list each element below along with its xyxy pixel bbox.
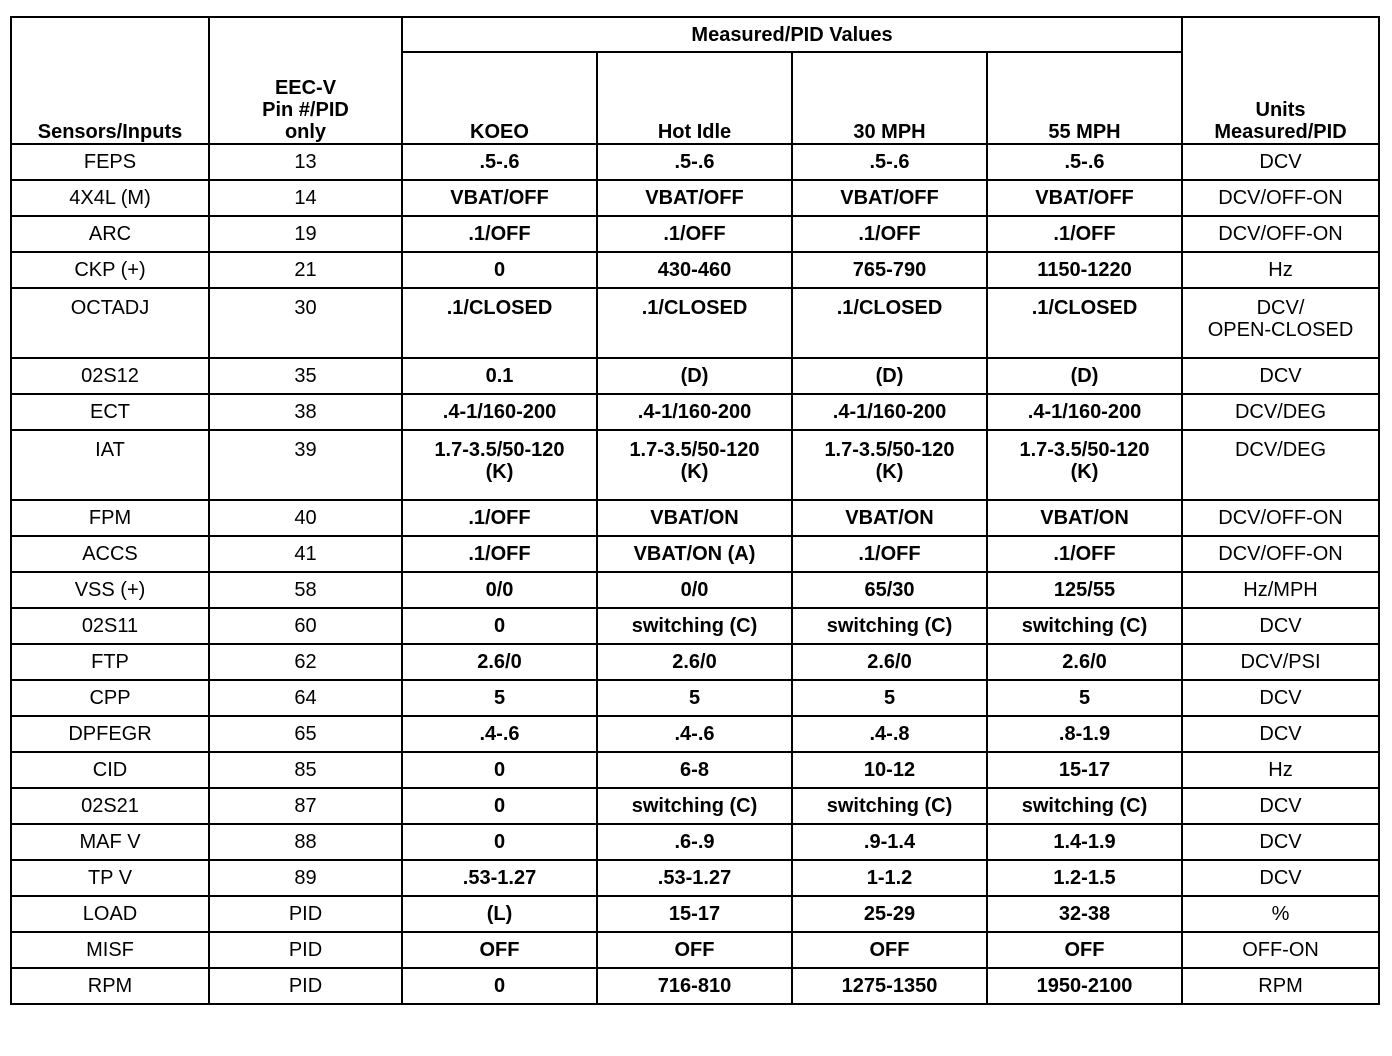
- header-sensors: Sensors/Inputs: [11, 17, 209, 144]
- cell-koeo: 0: [402, 252, 597, 288]
- cell-pin: 40: [209, 500, 402, 536]
- cell-hot-idle: (D): [597, 358, 792, 394]
- header-units-line1: Units: [1255, 99, 1306, 121]
- cell-30mph: switching (C): [792, 788, 987, 824]
- cell-hot-idle: VBAT/ON (A): [597, 536, 792, 572]
- cell-30mph: 1-1.2: [792, 860, 987, 896]
- cell-pin: 39: [209, 430, 402, 500]
- cell-units: DCV: [1182, 680, 1379, 716]
- cell-hot-idle: .6-.9: [597, 824, 792, 860]
- cell-pin: 58: [209, 572, 402, 608]
- table-row: [11, 536, 1379, 572]
- table-row: [11, 608, 1379, 644]
- cell-units: RPM: [1182, 968, 1379, 1004]
- cell-30mph: .9-1.4: [792, 824, 987, 860]
- cell-hot-idle: 430-460: [597, 252, 792, 288]
- cell-55mph: VBAT/ON: [987, 500, 1182, 536]
- header-hot-idle: Hot Idle: [597, 52, 792, 144]
- cell-sensor: DPFEGR: [11, 716, 209, 752]
- cell-sensor: RPM: [11, 968, 209, 1004]
- cell-pin: 38: [209, 394, 402, 430]
- header-pin-line1: EEC-V: [274, 77, 337, 99]
- cell-55mph: .1/CLOSED: [987, 288, 1182, 358]
- cell-koeo: 0: [402, 788, 597, 824]
- cell-55mph: OFF: [987, 932, 1182, 968]
- cell-hot-idle: 716-810: [597, 968, 792, 1004]
- cell-hot-idle-line2: (K): [680, 461, 709, 483]
- cell-koeo: .1/OFF: [402, 500, 597, 536]
- table-row: [11, 430, 1379, 500]
- cell-55mph: VBAT/OFF: [987, 180, 1182, 216]
- cell-koeo: .53-1.27: [402, 860, 597, 896]
- cell-sensor: 02S11: [11, 608, 209, 644]
- header-pin: [209, 17, 402, 144]
- cell-sensor: FTP: [11, 644, 209, 680]
- cell-sensor: FEPS: [11, 144, 209, 180]
- cell-units: DCV: [1182, 144, 1379, 180]
- cell-units-line2: OPEN-CLOSED: [1207, 319, 1354, 341]
- cell-units: Hz/MPH: [1182, 572, 1379, 608]
- cell-hot-idle: 6-8: [597, 752, 792, 788]
- cell-sensor: CKP (+): [11, 252, 209, 288]
- table-row: [11, 860, 1379, 896]
- cell-koeo-line1: 1.7-3.5/50-120: [434, 439, 565, 461]
- cell-koeo-line2: (K): [485, 461, 514, 483]
- table-row: [11, 644, 1379, 680]
- cell-55mph: switching (C): [987, 608, 1182, 644]
- cell-hot-idle: VBAT/OFF: [597, 180, 792, 216]
- cell-units: DCV: [1182, 860, 1379, 896]
- cell-pin: 89: [209, 860, 402, 896]
- cell-30mph: VBAT/ON: [792, 500, 987, 536]
- cell-55mph: .1/OFF: [987, 216, 1182, 252]
- table-row: [11, 716, 1379, 752]
- cell-koeo: 0: [402, 608, 597, 644]
- cell-koeo: 0: [402, 824, 597, 860]
- cell-55mph: 1.2-1.5: [987, 860, 1182, 896]
- cell-30mph: VBAT/OFF: [792, 180, 987, 216]
- cell-30mph: 65/30: [792, 572, 987, 608]
- cell-30mph: 765-790: [792, 252, 987, 288]
- cell-koeo: .1/OFF: [402, 536, 597, 572]
- cell-sensor: FPM: [11, 500, 209, 536]
- cell-units: Hz: [1182, 252, 1379, 288]
- cell-pin: PID: [209, 932, 402, 968]
- pid-values-table: [10, 16, 1380, 1005]
- cell-hot-idle: .5-.6: [597, 144, 792, 180]
- table-row: [11, 358, 1379, 394]
- cell-hot-idle: switching (C): [597, 608, 792, 644]
- table-row: [11, 968, 1379, 1004]
- cell-koeo: 0/0: [402, 572, 597, 608]
- cell-sensor: MAF V: [11, 824, 209, 860]
- cell-units: DCV/DEG: [1182, 430, 1379, 500]
- cell-55mph: 1950-2100: [987, 968, 1182, 1004]
- table-row: [11, 752, 1379, 788]
- cell-30mph: 5: [792, 680, 987, 716]
- table-row: [11, 394, 1379, 430]
- cell-units: DCV/OFF-ON: [1182, 216, 1379, 252]
- cell-pin: 60: [209, 608, 402, 644]
- header-measured-group: Measured/PID Values: [402, 17, 1182, 52]
- cell-koeo: 2.6/0: [402, 644, 597, 680]
- cell-sensor: ECT: [11, 394, 209, 430]
- cell-pin: PID: [209, 896, 402, 932]
- cell-hot-idle: .4-1/160-200: [597, 394, 792, 430]
- table-row: [11, 896, 1379, 932]
- cell-pin: 88: [209, 824, 402, 860]
- cell-30mph: (D): [792, 358, 987, 394]
- cell-55mph: 1.4-1.9: [987, 824, 1182, 860]
- cell-55mph: 125/55: [987, 572, 1182, 608]
- cell-55mph-line1: 1.7-3.5/50-120: [1019, 439, 1150, 461]
- cell-55mph-line2: (K): [1070, 461, 1099, 483]
- cell-sensor: CPP: [11, 680, 209, 716]
- cell-units: DCV/OFF-ON: [1182, 180, 1379, 216]
- cell-koeo: [402, 430, 597, 500]
- cell-30mph: switching (C): [792, 608, 987, 644]
- table-row: [11, 180, 1379, 216]
- cell-units: OFF-ON: [1182, 932, 1379, 968]
- cell-30mph: .4-.8: [792, 716, 987, 752]
- cell-pin: 13: [209, 144, 402, 180]
- table-row: [11, 824, 1379, 860]
- cell-sensor: CID: [11, 752, 209, 788]
- cell-koeo: 0: [402, 968, 597, 1004]
- cell-30mph-line1: 1.7-3.5/50-120: [824, 439, 955, 461]
- cell-30mph: 25-29: [792, 896, 987, 932]
- table-row: [11, 288, 1379, 358]
- cell-hot-idle-line1: 1.7-3.5/50-120: [629, 439, 760, 461]
- cell-koeo: OFF: [402, 932, 597, 968]
- cell-koeo: 0: [402, 752, 597, 788]
- cell-sensor: VSS (+): [11, 572, 209, 608]
- header-units-line2: Measured/PID: [1214, 121, 1347, 143]
- header-30mph: 30 MPH: [792, 52, 987, 144]
- cell-55mph: 1150-1220: [987, 252, 1182, 288]
- table-row: [11, 144, 1379, 180]
- cell-pin: 35: [209, 358, 402, 394]
- cell-sensor: TP V: [11, 860, 209, 896]
- table-row: [11, 500, 1379, 536]
- cell-55mph: .5-.6: [987, 144, 1182, 180]
- cell-hot-idle: 5: [597, 680, 792, 716]
- cell-units: DCV: [1182, 788, 1379, 824]
- cell-30mph-line2: (K): [875, 461, 904, 483]
- cell-pin: 85: [209, 752, 402, 788]
- header-koeo: KOEO: [402, 52, 597, 144]
- cell-pin: PID: [209, 968, 402, 1004]
- cell-koeo: VBAT/OFF: [402, 180, 597, 216]
- cell-koeo: .1/OFF: [402, 216, 597, 252]
- cell-pin: 14: [209, 180, 402, 216]
- cell-koeo: 5: [402, 680, 597, 716]
- cell-30mph: [792, 430, 987, 500]
- cell-hot-idle: .1/CLOSED: [597, 288, 792, 358]
- cell-units-line1: DCV/: [1256, 297, 1305, 319]
- header-pin-line2: Pin #/PID: [262, 99, 349, 121]
- cell-55mph: 2.6/0: [987, 644, 1182, 680]
- cell-hot-idle: .1/OFF: [597, 216, 792, 252]
- cell-hot-idle: switching (C): [597, 788, 792, 824]
- cell-units: %: [1182, 896, 1379, 932]
- header-pin-line3: only: [284, 121, 327, 143]
- cell-hot-idle: [597, 430, 792, 500]
- cell-koeo: .1/CLOSED: [402, 288, 597, 358]
- cell-koeo: .4-1/160-200: [402, 394, 597, 430]
- cell-pin: 65: [209, 716, 402, 752]
- cell-koeo: (L): [402, 896, 597, 932]
- table-container: [10, 16, 1380, 1005]
- cell-55mph: .4-1/160-200: [987, 394, 1182, 430]
- cell-30mph: 2.6/0: [792, 644, 987, 680]
- table-row: [11, 216, 1379, 252]
- cell-pin: 64: [209, 680, 402, 716]
- cell-units: DCV/DEG: [1182, 394, 1379, 430]
- cell-55mph: [987, 430, 1182, 500]
- cell-pin: 62: [209, 644, 402, 680]
- cell-units: DCV: [1182, 608, 1379, 644]
- cell-hot-idle: .4-.6: [597, 716, 792, 752]
- cell-30mph: .1/CLOSED: [792, 288, 987, 358]
- cell-pin: 41: [209, 536, 402, 572]
- cell-sensor: 02S21: [11, 788, 209, 824]
- cell-units: Hz: [1182, 752, 1379, 788]
- cell-units: DCV: [1182, 824, 1379, 860]
- header-55mph: 55 MPH: [987, 52, 1182, 144]
- cell-sensor: 02S12: [11, 358, 209, 394]
- table-row: [11, 932, 1379, 968]
- cell-hot-idle: 15-17: [597, 896, 792, 932]
- table-row: [11, 252, 1379, 288]
- cell-units: DCV: [1182, 358, 1379, 394]
- cell-pin: 21: [209, 252, 402, 288]
- cell-30mph: .4-1/160-200: [792, 394, 987, 430]
- cell-30mph: 1275-1350: [792, 968, 987, 1004]
- cell-units: DCV/OFF-ON: [1182, 500, 1379, 536]
- cell-pin: 19: [209, 216, 402, 252]
- cell-55mph: (D): [987, 358, 1182, 394]
- cell-units: [1182, 288, 1379, 358]
- cell-hot-idle: 0/0: [597, 572, 792, 608]
- cell-30mph: OFF: [792, 932, 987, 968]
- cell-koeo: .4-.6: [402, 716, 597, 752]
- table-row: [11, 788, 1379, 824]
- cell-30mph: .5-.6: [792, 144, 987, 180]
- cell-55mph: 32-38: [987, 896, 1182, 932]
- cell-units: DCV: [1182, 716, 1379, 752]
- cell-hot-idle: OFF: [597, 932, 792, 968]
- cell-55mph: 15-17: [987, 752, 1182, 788]
- table-row: [11, 572, 1379, 608]
- cell-sensor: LOAD: [11, 896, 209, 932]
- cell-sensor: ARC: [11, 216, 209, 252]
- table-row: [11, 680, 1379, 716]
- cell-pin: 87: [209, 788, 402, 824]
- cell-koeo: 0.1: [402, 358, 597, 394]
- cell-30mph: 10-12: [792, 752, 987, 788]
- cell-55mph: .8-1.9: [987, 716, 1182, 752]
- header-units: [1182, 17, 1379, 144]
- cell-pin: 30: [209, 288, 402, 358]
- cell-hot-idle: .53-1.27: [597, 860, 792, 896]
- cell-sensor: IAT: [11, 430, 209, 500]
- cell-hot-idle: VBAT/ON: [597, 500, 792, 536]
- cell-55mph: switching (C): [987, 788, 1182, 824]
- cell-units: DCV/PSI: [1182, 644, 1379, 680]
- cell-30mph: .1/OFF: [792, 216, 987, 252]
- cell-30mph: .1/OFF: [792, 536, 987, 572]
- cell-sensor: MISF: [11, 932, 209, 968]
- cell-sensor: OCTADJ: [11, 288, 209, 358]
- cell-55mph: .1/OFF: [987, 536, 1182, 572]
- cell-units: DCV/OFF-ON: [1182, 536, 1379, 572]
- cell-sensor: ACCS: [11, 536, 209, 572]
- cell-koeo: .5-.6: [402, 144, 597, 180]
- cell-55mph: 5: [987, 680, 1182, 716]
- cell-hot-idle: 2.6/0: [597, 644, 792, 680]
- cell-sensor: 4X4L (M): [11, 180, 209, 216]
